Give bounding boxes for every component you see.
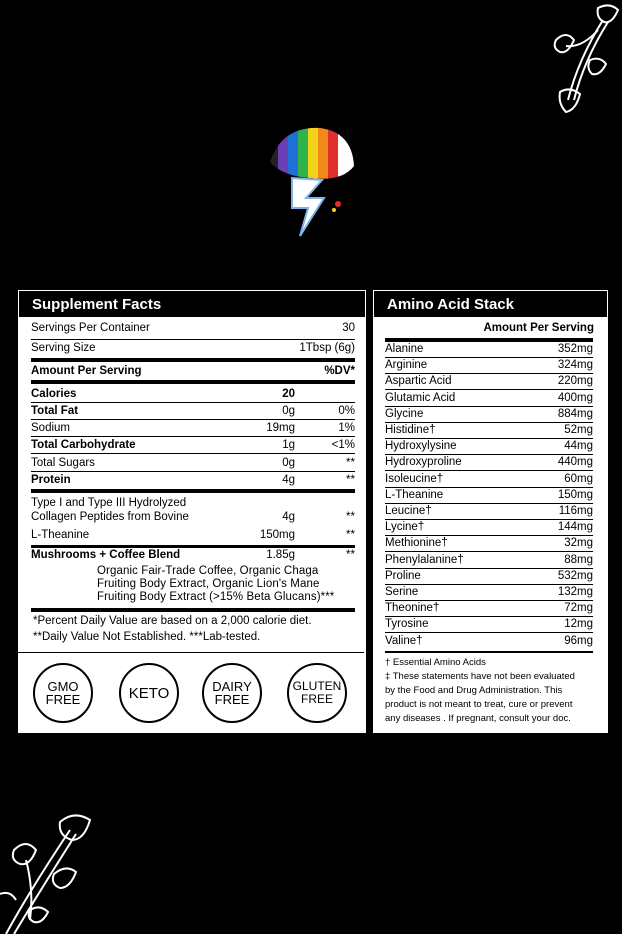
amino-acid-amount: 440mg — [557, 456, 593, 469]
amino-acid-row — [385, 503, 593, 519]
amino-acid-amount: 96mg — [564, 634, 593, 647]
amino-acid-amount: 144mg — [557, 521, 593, 534]
amino-acid-row — [385, 471, 593, 487]
amino-acid-name: Theonine† — [385, 602, 440, 615]
collagen-label-line2: Collagen Peptides from Bovine — [31, 511, 189, 523]
amino-acid-amount: 220mg — [557, 375, 593, 388]
blend-description — [97, 565, 359, 604]
nutrient-label: Total Sugars — [31, 457, 95, 469]
dairy-free-badge — [202, 663, 262, 723]
gluten-free-badge — [287, 663, 347, 723]
nutrient-row — [31, 437, 355, 453]
amino-acid-name: Methionine† — [385, 537, 448, 550]
nutrient-amount: 0g — [282, 457, 295, 469]
badge-text: DAIRY — [212, 679, 252, 694]
badge-text: KETO — [128, 684, 170, 702]
disclaimer-line: by the Food and Drug Administration. This — [385, 685, 563, 696]
nutrient-row — [31, 455, 355, 471]
theanine-label: L-Theanine — [31, 529, 90, 541]
amino-acid-amount: 324mg — [557, 359, 593, 372]
amino-acid-amount: 12mg — [564, 618, 593, 631]
amino-acid-row — [385, 454, 593, 470]
nutrient-amount: 1g — [282, 439, 295, 451]
thick-divider — [31, 380, 355, 384]
amino-acid-row — [385, 487, 593, 503]
amino-acid-name: Lycine† — [385, 521, 425, 534]
divider — [31, 453, 355, 454]
collagen-row — [31, 494, 355, 526]
blend-label: Mushrooms + Coffee Blend — [31, 549, 181, 561]
nutrient-amount: 0g — [282, 405, 295, 417]
amino-acid-name: Phenylalanine† — [385, 553, 464, 566]
amino-acid-amount: 88mg — [564, 553, 593, 566]
collagen-label-line1: Type I and Type III Hydrolyzed — [31, 497, 187, 509]
amino-acid-amount: 32mg — [564, 537, 593, 550]
disclaimer — [385, 670, 597, 726]
amino-acid-name: Serine — [385, 586, 419, 598]
amino-acid-row — [385, 600, 593, 616]
nutrient-dv: ** — [346, 474, 355, 486]
amino-acid-name: Arginine — [385, 359, 428, 372]
nutrient-amount: 19mg — [266, 422, 295, 434]
amino-acid-name: Glutamic Acid — [385, 391, 456, 404]
amino-acid-row — [385, 438, 593, 454]
amino-acid-amount: 60mg — [564, 472, 593, 485]
badge-text: GLUTEN — [292, 679, 342, 693]
footnote-not-established: **Daily Value Not Established. ***Lab-tested. — [33, 631, 261, 643]
supplement-facts-title: Supplement Facts — [18, 290, 366, 318]
blend-row — [31, 547, 355, 563]
blend-amount: 1.85g — [266, 549, 295, 561]
serving-size-label: Serving Size — [31, 342, 96, 354]
disclaimer-line: ‡ These statements have not been evaluated — [385, 671, 575, 682]
serving-size-row — [31, 340, 355, 356]
disclaimer-line: any diseases . If pregnant, consult your doc. — [385, 713, 571, 724]
amino-acid-row — [385, 584, 593, 600]
amino-acid-name: Proline — [385, 569, 421, 582]
amino-acid-row — [385, 373, 593, 389]
amino-acid-name: Alanine — [385, 343, 424, 355]
nutrient-dv: 1% — [338, 422, 355, 434]
dv-header: %DV* — [324, 365, 355, 377]
blend-dv: ** — [346, 549, 355, 561]
nutrient-dv: ** — [346, 457, 355, 469]
badge-text: FREE — [300, 692, 333, 706]
mushroom-sketch-top-right — [548, 0, 622, 120]
footnote-dv: *Percent Daily Value are based on a 2,000 calorie diet. — [33, 615, 312, 627]
keto-badge — [119, 663, 179, 723]
theanine-row — [31, 527, 355, 543]
amino-acid-amount: 400mg — [557, 391, 593, 404]
amino-acid-amount: 150mg — [557, 488, 593, 501]
collagen-amount: 4g — [282, 511, 295, 523]
amino-acid-name: Histidine† — [385, 424, 436, 436]
amino-acid-row — [385, 519, 593, 535]
amino-acid-row — [385, 341, 593, 357]
thick-divider — [31, 608, 355, 612]
serving-size-value: 1Tbsp (6g) — [299, 342, 355, 354]
amino-acid-row — [385, 357, 593, 373]
amino-acid-amount: 52mg — [564, 424, 593, 436]
badge-text: FREE — [45, 692, 81, 707]
amount-per-serving-header — [31, 363, 355, 379]
amino-acid-amount: 116mg — [558, 505, 593, 517]
amino-acid-name: Valine† — [385, 634, 423, 647]
amino-acid-name: Glycine — [385, 407, 424, 420]
nutrient-dv: 0% — [338, 405, 355, 417]
amount-per-serving-header: Amount Per Serving — [483, 322, 594, 334]
essential-note: † Essential Amino Acids — [385, 657, 486, 668]
blend-desc-line: Fruiting Body Extract (>15% Beta Glucans)*** — [97, 591, 335, 603]
amino-acid-amount: 532mg — [557, 569, 593, 582]
servings-per-container-value: 30 — [342, 322, 355, 334]
amino-acid-amount: 132mg — [557, 586, 593, 598]
thick-divider — [31, 358, 355, 362]
nutrient-label: Total Fat — [31, 405, 79, 417]
amino-acid-row — [385, 535, 593, 551]
nutrient-dv: <1% — [331, 439, 355, 451]
amino-acid-row — [385, 390, 593, 406]
amino-acid-name: Leucine† — [385, 505, 432, 517]
amino-acid-row — [385, 422, 593, 438]
nutrient-row — [31, 472, 355, 488]
nutrient-amount: 20 — [282, 388, 295, 400]
badge-text: FREE — [214, 692, 250, 707]
amino-acid-amount: 72mg — [564, 602, 593, 615]
amino-acid-stack-panel — [373, 290, 608, 733]
gmo-free-badge — [33, 663, 93, 723]
amino-acid-amount: 352mg — [557, 343, 593, 355]
divider — [385, 651, 593, 653]
nutrient-row — [31, 403, 355, 419]
blend-desc-line: Fruiting Body Extract, Organic Lion's Mane — [97, 578, 320, 590]
collagen-dv: ** — [346, 511, 355, 523]
badge-text: GMO — [47, 679, 79, 694]
brand-logo-icon — [262, 122, 358, 240]
nutrient-label: Calories — [31, 388, 77, 400]
nutrient-label: Sodium — [31, 422, 70, 434]
amino-acid-row — [385, 406, 593, 422]
nutrient-label: Protein — [31, 474, 71, 486]
amino-acid-row — [385, 552, 593, 568]
theanine-amount: 150mg — [259, 529, 295, 541]
nutrient-label: Total Carbohydrate — [31, 439, 136, 451]
amino-acid-amount: 884mg — [557, 407, 593, 420]
theanine-dv: ** — [346, 529, 355, 541]
amino-acid-name: L-Theanine — [385, 488, 444, 501]
amino-acid-amount: 44mg — [564, 440, 593, 453]
supplement-facts-panel — [18, 290, 366, 733]
disclaimer-line: product is not meant to treat, cure or prevent — [385, 699, 573, 710]
amino-acid-stack-title: Amino Acid Stack — [373, 290, 608, 318]
amino-acid-row — [385, 633, 593, 649]
amino-acid-row — [385, 568, 593, 584]
badges-row — [18, 652, 364, 732]
nutrient-amount: 4g — [282, 474, 295, 486]
servings-per-container-row — [31, 320, 355, 336]
blend-desc-line: Organic Fair-Trade Coffee, Organic Chaga — [97, 565, 319, 577]
mushroom-sketch-bottom-left — [0, 810, 100, 934]
nutrient-row — [31, 420, 355, 436]
amino-acid-name: Hydroxyproline — [385, 456, 462, 469]
amino-acid-row — [385, 616, 593, 632]
amino-acid-name: Aspartic Acid — [385, 375, 452, 388]
nutrient-row — [31, 386, 355, 402]
thick-divider — [31, 489, 355, 493]
servings-per-container-label: Servings Per Container — [31, 322, 150, 334]
amino-acid-name: Tyrosine — [385, 618, 429, 631]
amino-acid-name: Isoleucine† — [385, 472, 444, 485]
amino-acid-name: Hydroxylysine — [385, 440, 457, 453]
amount-per-serving-label: Amount Per Serving — [31, 365, 142, 377]
